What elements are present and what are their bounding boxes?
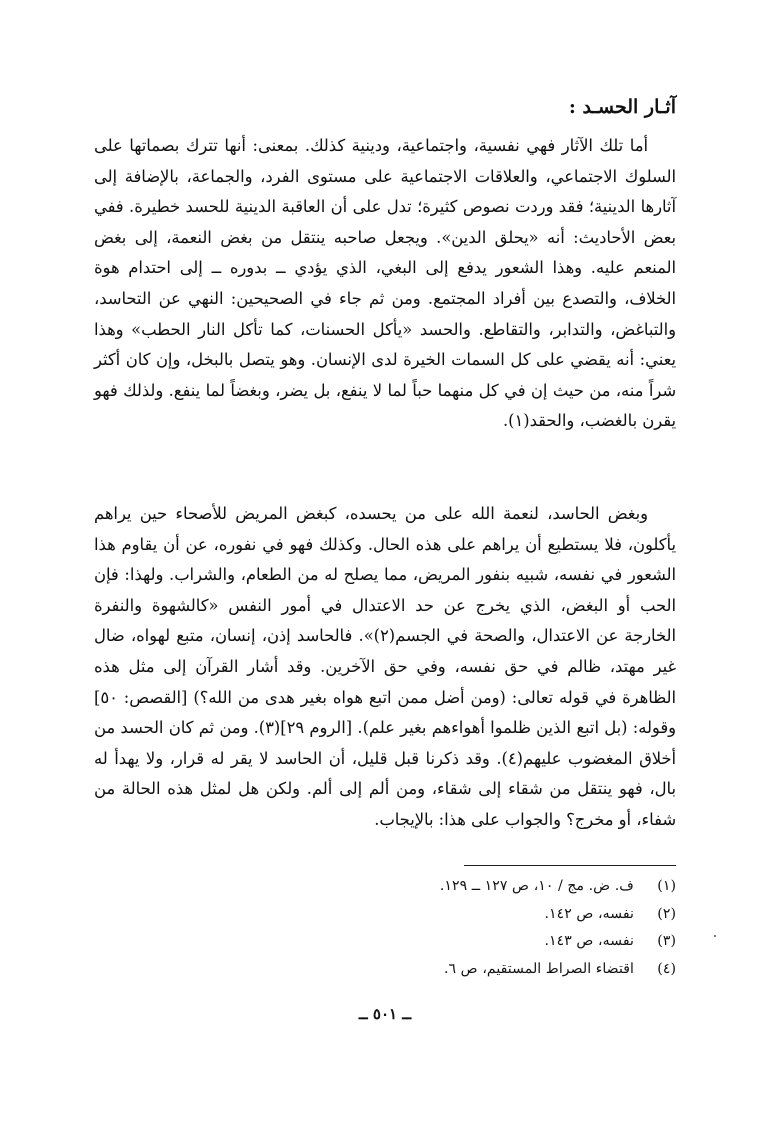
scan-speck [714, 935, 716, 937]
footnote-number: (١) [657, 878, 676, 894]
page-number: ــ ٥٠١ ــ [358, 1005, 412, 1023]
footnote-item [94, 928, 676, 956]
paragraph-text: وبغض الحاسد، لنعمة الله على من يحسده، كبغض المريض للأصحاء حين يراهم يأكلون، فلا يستطيع أن يراهم على هذه الحال. وكذلك فهو في نفوره، عن أن يقاوم هذا الشعور في نفسه، شبيه بنفور المريض، مما يصلح له من الطعام، والشراب. ولهذا: فإن الحب أو البغض، الذي يخرج عن حد الاعتدال في أمور النفس «كالشهوة والنفرة الخارجة عن الاعتدال، والصحة في الجسم(٢)». فالحاسد إذن، إنسان، متبع لهواه، ضال غير مهتد، ظالم في حق نفسه، وفي حق الآخرين. وقد أشار القرآن إلى مثل هذه الظاهرة في قوله تعالى: (ومن أضل ممن اتبع هواه بغير هدى من الله؟) [القصص: ٥٠] وقوله: (بل اتبع الذين ظلموا أهواءهم بغير علم). [الروم ٢٩](٣). ومن ثم كان الحسد من أخلاق المغضوب عليهم(٤). وقد ذكرنا قبل قليل، أن الحاسد لا يقر له قرار، ولا يهدأ له بال، فهو ينتقل من شقاء إلى شقاء، ومن ألم إلى ألم. ولكن هل لمثل هذه الحالة من شفاء، أو مخرج؟ والجواب على هذا: بالإيجاب. [94, 504, 677, 829]
footnote-text: اقتضاء الصراط المستقيم، ص ٦. [444, 960, 634, 977]
footnote-number: (٣) [657, 933, 676, 950]
footnote-item [94, 873, 676, 901]
footnote-text: ف. ض. مج / ١٠، ص ١٢٧ ــ ١٢٩. [439, 878, 634, 894]
footnote-item [94, 956, 676, 984]
footnote-number: (٤) [657, 960, 676, 977]
section-heading: آثـار الحسـد : [568, 96, 676, 118]
footnote-number: (٢) [657, 905, 676, 922]
footnote-text: نفسه، ص ١٤٢. [544, 905, 634, 922]
book-page [94, 92, 676, 1092]
footnote-text: نفسه، ص ١٤٣. [544, 933, 634, 950]
footnote-item [94, 901, 676, 929]
paragraph-text: أما تلك الآثار فهي نفسية، واجتماعية، ودينية كذلك. بمعنى: أنها تترك بصماتها على السلوك الاجتماعي، والعلاقات الاجتماعية على مستوى الفرد، والجماعة، بالإضافة إلى آثارها الدينية؛ فقد وردت نصوص كثيرة؛ تدل على أن العاقبة الدينية للحسد خطيرة. ففي بعض الأحاديث: أنه «يحلق الدين». ويجعل صاحبه ينتقل من بغض النعمة، إلى بغض المنعم عليه. وهذا الشعور يدفع إلى البغي، الذي يؤدي ــ بدوره ــ إلى احتدام هوة الخلاف، والتصدع بين أفراد المجتمع. ومن ثم جاء في الصحيحين: النهي عن التحاسد، والتباغض، والتدابر، والتقاطع. والحسد «يأكل الحسنات، كما تأكل النار الحطب» وهذا يعني: أنه يقضي على كل السمات الخيرة لدى الإنسان. وهو يتصل بالبخل، وإن كان أكثر شراً منه، من حيث إن في كل منهما حباً لما لا ينفع، بل يضر، وبغضاً لما ينفع. ولذلك فهو يقرن بالغضب، والحقد(١). [94, 136, 676, 431]
paragraph-envious-person [94, 499, 676, 836]
paragraph-effects-of-envy [94, 131, 676, 437]
footnote-separator [464, 865, 676, 866]
footnote-list [94, 873, 676, 983]
